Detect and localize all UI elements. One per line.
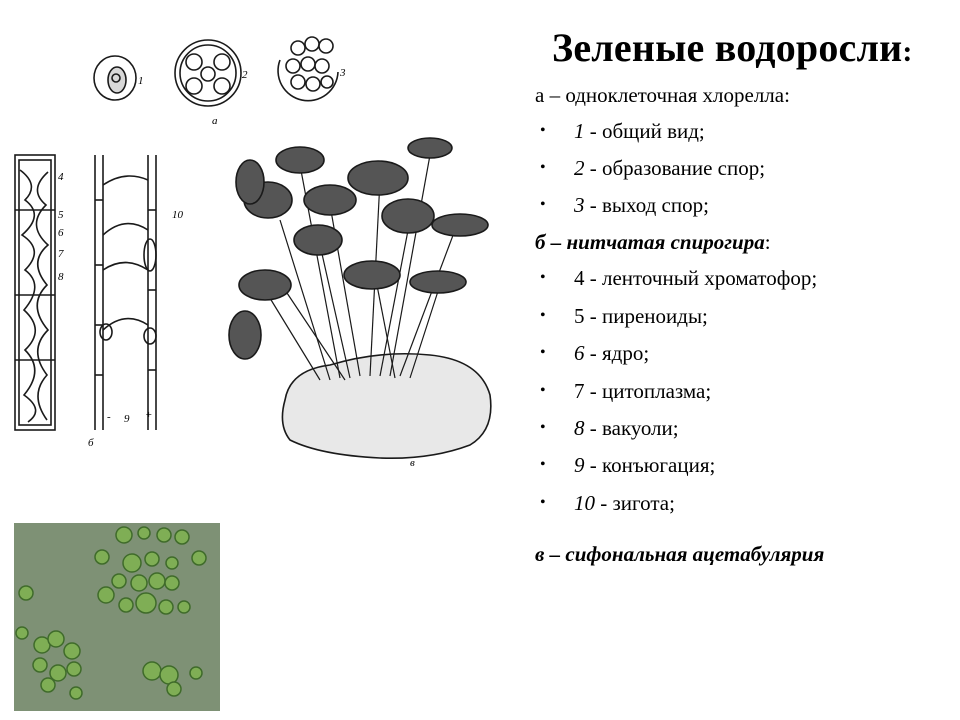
list-item-7: • 7 - цитоплазма;: [540, 379, 712, 403]
section-b-heading: [535, 229, 771, 255]
item-number: 6: [574, 341, 585, 365]
chlorella-micrograph: [14, 523, 220, 711]
fig-label-8: 8: [58, 271, 64, 283]
item-text: - пиреноиды;: [584, 304, 708, 328]
fig-label-minus: -: [107, 411, 111, 423]
list-item-4: • 4 - ленточный хроматофор;: [540, 266, 818, 290]
fig-label-6: 6: [58, 227, 64, 239]
list-item-10: • 10 - зигота;: [540, 491, 675, 515]
item-text: - вакуоли;: [584, 416, 679, 440]
list-item-9: • 9 - конъюгация;: [540, 453, 716, 477]
item-text: - выход спор;: [584, 193, 709, 217]
item-text: - ленточный хроматофор;: [584, 266, 818, 290]
acetabularia-drawing: [229, 138, 491, 458]
section-b-colon: :: [764, 230, 771, 254]
item-number: 8: [574, 416, 585, 440]
fig-label-9: 9: [124, 413, 130, 425]
section-b-label: б – нитчатая спирогира: [535, 230, 765, 254]
fig-label-v: в: [410, 457, 415, 469]
item-text: - цитоплазма;: [584, 379, 712, 403]
chlorella-cell-drawing: [94, 56, 136, 100]
fig-label-7: 7: [58, 248, 64, 260]
item-number: 10: [574, 491, 595, 515]
item-number: 5: [574, 304, 585, 328]
algae-illustration: [0, 0, 520, 520]
item-number: 9: [574, 453, 585, 477]
list-item-2: • 2 - образование спор;: [540, 156, 766, 180]
section-c-heading: в – сифональная ацетабулярия: [535, 542, 825, 566]
title-text: Зеленые водоросли: [552, 25, 903, 70]
item-number: 4: [574, 266, 585, 290]
item-number: 1: [574, 119, 585, 143]
fig-label-plus: +: [145, 409, 153, 421]
spore-formation-drawing: [175, 40, 241, 106]
spore-release-drawing: [278, 37, 338, 101]
fig-label-4: 4: [58, 171, 64, 183]
spirogyra-filament-drawing: [15, 155, 55, 430]
item-number: 2: [574, 156, 585, 180]
item-text: - общий вид;: [584, 119, 705, 143]
list-item-5: • 5 - пиреноиды;: [540, 304, 708, 328]
list-item-6: • 6 - ядро;: [540, 341, 650, 365]
section-a-heading: а – одноклеточная хлорелла:: [535, 83, 790, 107]
fig-label-2: 2: [242, 69, 248, 81]
fig-label-1: 1: [138, 75, 144, 87]
item-text: - образование спор;: [584, 156, 766, 180]
item-text: - зигота;: [595, 491, 675, 515]
fig-label-3: 3: [340, 67, 346, 79]
list-item-1: • 1 - общий вид;: [540, 119, 705, 143]
item-text: - ядро;: [584, 341, 650, 365]
list-item-3: • 3 - выход спор;: [540, 193, 709, 217]
conjugation-drawing: [95, 155, 156, 430]
title-colon: :: [902, 35, 913, 68]
item-text: - конъюгация;: [584, 453, 716, 477]
fig-label-b: б: [88, 437, 94, 449]
fig-label-a: а: [212, 115, 218, 127]
fig-label-10: 10: [172, 209, 183, 221]
page-title: [552, 24, 913, 71]
list-item-8: • 8 - вакуоли;: [540, 416, 679, 440]
item-number: 3: [574, 193, 585, 217]
fig-label-5: 5: [58, 209, 64, 221]
item-number: 7: [574, 379, 585, 403]
